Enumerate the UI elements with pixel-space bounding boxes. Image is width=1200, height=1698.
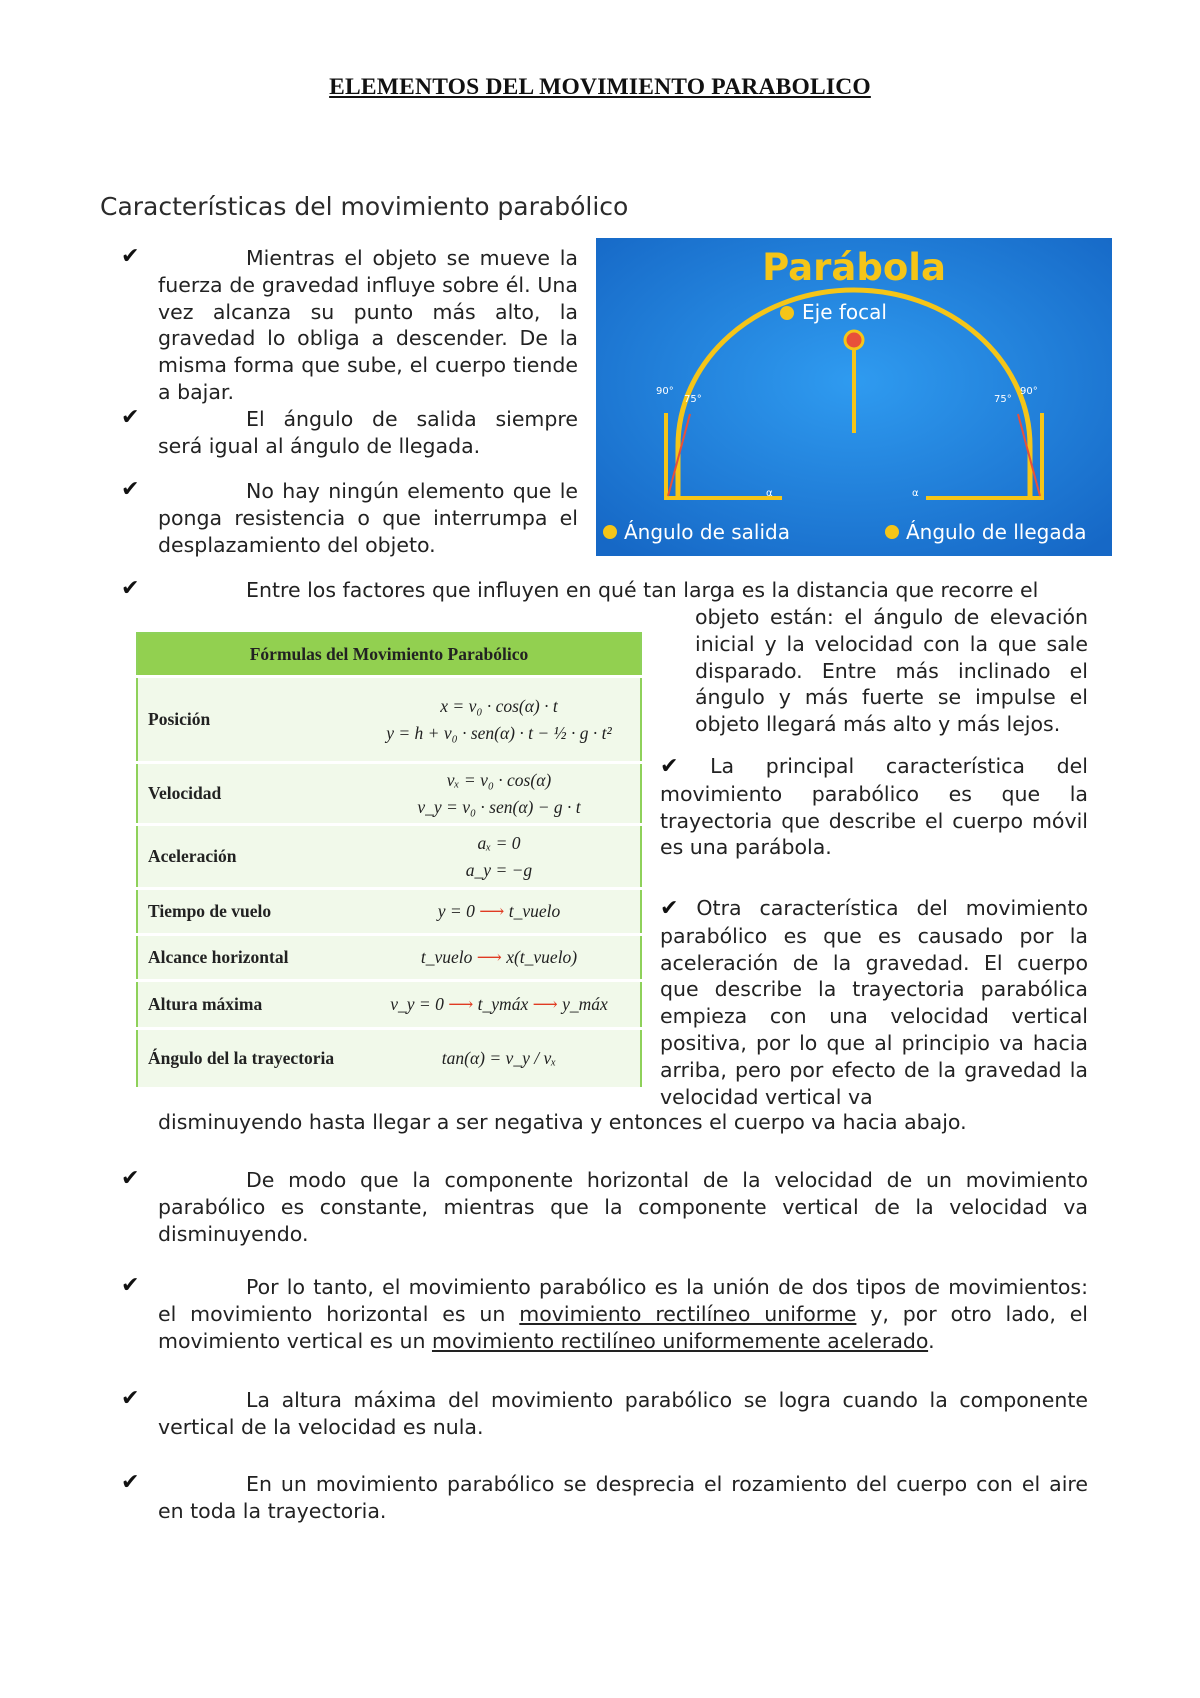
parabola-diagram-image (596, 238, 1112, 556)
paragraph-text: Entre los factores que influyen en qué tan larga es la distancia que recorre el (246, 578, 1039, 602)
formula-line: y = h + v₀ · sen(α) · t − ½ · g · t² (386, 722, 612, 743)
paragraph (158, 1167, 1088, 1247)
row-formula: y = 0 ⟶ t_vuelo (358, 889, 641, 935)
link-movimiento-rectilineo-uniforme[interactable]: movimiento rectilíneo uniforme (519, 1301, 857, 1326)
arrow-icon: ⟶ (479, 901, 505, 921)
paragraph-text: La principal característica del movimiento parabólico es que la trayectoria que describe el cuerpo móvil es una parábola. (660, 754, 1088, 860)
alpha-right: α (912, 488, 919, 499)
arrival-bullet (885, 525, 899, 539)
paragraph-text: De modo que la componente horizontal de la velocidad de un movimiento parabólico es constante, mientras que la componente vertical de la velocidad va disminuyendo. (158, 1168, 1088, 1246)
link-movimiento-uniformemente-acelerado[interactable]: movimiento rectilíneo uniformemente acelerado (431, 1328, 929, 1353)
row-label: Velocidad (137, 763, 358, 825)
table-row (137, 677, 641, 763)
arrow-icon: ⟶ (532, 994, 558, 1014)
check-icon: ✔ (121, 1386, 140, 1411)
check-icon: ✔ (121, 1166, 140, 1191)
row-label: Ángulo del la trayectoria (137, 1029, 358, 1089)
row-formula (358, 677, 641, 763)
table-header: Fórmulas del Movimiento Parabólico (137, 633, 641, 677)
paragraph (158, 1274, 1088, 1354)
exit-angle-label: Ángulo de salida (624, 520, 790, 544)
table-row (137, 935, 641, 981)
paragraph (660, 895, 1088, 1110)
row-label: Tiempo de vuelo (137, 889, 358, 935)
row-formula: t_vuelo ⟶ x(t_vuelo) (358, 935, 641, 981)
formula-line: x = v₀ · cos(α) · t (440, 695, 558, 716)
paragraph-text: No hay ningún elemento que le ponga resistencia o que interrumpa el desplazamiento del objeto. (158, 479, 578, 557)
paragraph-text: La altura máxima del movimiento parabólico se logra cuando la componente vertical de la velocidad es nula. (158, 1388, 1088, 1439)
paragraph-text: Otra característica del movimiento parabólico es que es causado por la aceleración de la gravedad. El cuerpo que describe la trayectoria parabólica empieza con una velocidad vertical positiva, por lo que al principio va hacia arriba, pero por efecto de la gravedad la velocidad vertical va (660, 896, 1088, 1109)
row-formula (358, 763, 641, 825)
deg-90-left: 90° (656, 386, 674, 397)
table-header-row (137, 633, 641, 677)
check-icon: ✔ (121, 244, 140, 269)
formula-line: vₓ = v₀ · cos(α) (446, 769, 552, 790)
formula-line: aₓ = 0 (477, 832, 521, 853)
arrow-icon: ⟶ (448, 994, 474, 1014)
table-row (137, 763, 641, 825)
row-label: Altura máxima (137, 981, 358, 1029)
vertex-point (845, 331, 863, 349)
paragraph (158, 478, 578, 558)
table-row (137, 981, 641, 1029)
document-title: ELEMENTOS DEL MOVIMIENTO PARABOLICO (329, 74, 871, 100)
paragraph (158, 1387, 1088, 1441)
table-row (137, 889, 641, 935)
table-row (137, 1029, 641, 1089)
deg-90-right: 90° (1020, 386, 1038, 397)
paragraph-continuation: disminuyendo hasta llegar a ser negativa y entonces el cuerpo va hacia abajo. (158, 1110, 967, 1134)
formula-table (136, 632, 642, 1090)
paragraph (158, 1471, 1088, 1525)
table-row (137, 825, 641, 889)
row-label: Posición (137, 677, 358, 763)
check-icon: ✔ (121, 1470, 140, 1495)
parabola-title: Parábola (762, 246, 946, 289)
alpha-left: α (766, 488, 773, 499)
check-icon: ✔ (660, 896, 679, 921)
focal-bullet (780, 306, 794, 320)
row-label: Alcance horizontal (137, 935, 358, 981)
paragraph-text: En un movimiento parabólico se desprecia el rozamiento del cuerpo con el aire en toda la trayectoria. (158, 1472, 1088, 1523)
formula-line: v_y = v₀ · sen(α) − g · t (417, 796, 581, 817)
paragraph-text-a: Por lo tanto, el movimiento parabólico es la unión de dos tipos de movimientos: el movimiento horizontal es un (158, 1275, 1088, 1326)
row-label: Aceleración (137, 825, 358, 889)
paragraph (158, 245, 578, 406)
check-icon: ✔ (121, 1273, 140, 1298)
paragraph-start (158, 577, 1088, 604)
deg-75-left: 75° (684, 394, 702, 405)
check-icon: ✔ (121, 405, 140, 430)
paragraph-text: El ángulo de salida siempre será igual al ángulo de llegada. (158, 407, 578, 458)
arrival-angle-label: Ángulo de llegada (906, 520, 1087, 544)
check-icon: ✔ (660, 754, 679, 779)
paragraph-continuation: objeto están: el ángulo de elevación inicial y la velocidad con la que sale disparado. Entre más inclinado el ángulo y más fuerte se impulse el objeto llegará más alto y más lejos. (695, 605, 1088, 737)
paragraph (158, 406, 578, 460)
deg-75-right: 75° (994, 394, 1012, 405)
check-icon: ✔ (121, 477, 140, 502)
formula-line: a_y = −g (465, 859, 533, 880)
arrow-icon: ⟶ (476, 947, 502, 967)
paragraph-text-c: . (928, 1328, 935, 1353)
section-heading: Características del movimiento parabólico (100, 192, 629, 221)
paragraph (660, 753, 1088, 861)
exit-bullet (603, 525, 617, 539)
paragraph-text: Mientras el objeto se mueve la fuerza de gravedad influye sobre él. Una vez alcanza su punto más alto, la gravedad lo obliga a descender. De la misma forma que sube, el cuerpo tiende a bajar. (158, 246, 578, 404)
row-formula: v_y = 0 ⟶ t_ymáx ⟶ y_máx (358, 981, 641, 1029)
row-formula (358, 825, 641, 889)
paragraph-text-b: y, por otro lado, el movimiento vertical es un (158, 1301, 1089, 1353)
focal-axis-label: Eje focal (802, 300, 887, 324)
row-formula: tan(α) = v_y / vₓ (358, 1029, 641, 1089)
check-icon: ✔ (121, 576, 140, 601)
